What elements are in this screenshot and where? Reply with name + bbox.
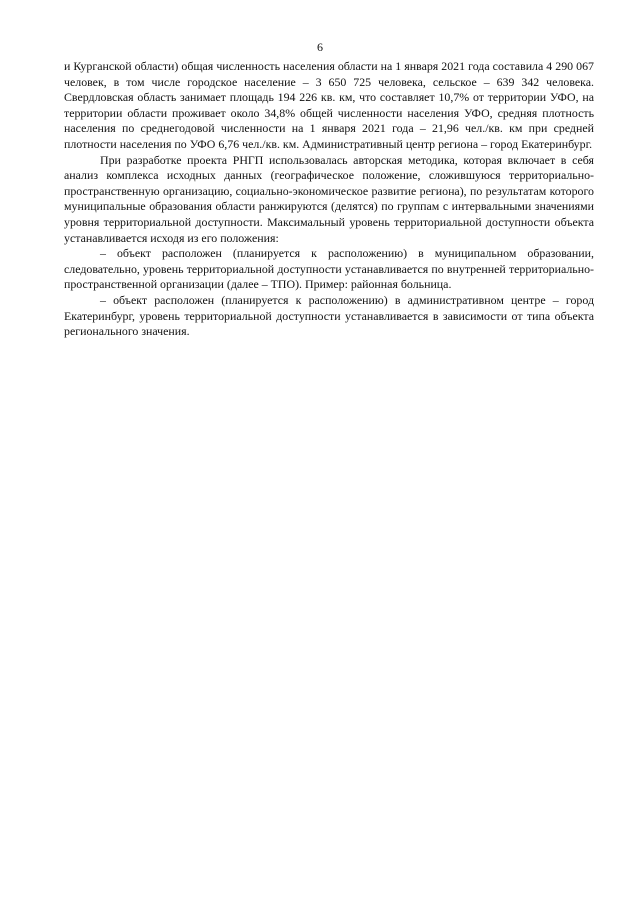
paragraph-methodology: При разработке проекта РНГП использовалась авторская методика, которая включает в себя анализ комплекса исходных данных (географическое положение, сложившуюся территориально-пространственную организацию, социально-экономическое развитие региона), по результатам которого муниципальные образования области ранжируются (делятся) по группам с интервальными значениями уровня территориальной доступности. Максимальный уровень территориальной доступности объекта устанавливается исходя из его положения: [64, 152, 594, 245]
page-number: 6 [317, 40, 323, 54]
paragraph-population: и Курганской области) общая численность населения области на 1 января 2021 года составила 4 290 067 человек, в том числе городское население – 3 650 725 человека, сельское – 639 342 человека. Свердловская область занимает площадь 194 226 кв. км, что составляет 10,7% от территории УФО, на территории области проживает около 34,8% общей численности населения УФО, средняя плотность населения по среднегодовой численности на 1 января 2021 года – 21,96 чел./кв. км при средней плотности населения по УФО 6,76 чел./кв. км. Административный центр региона – город Екатеринбург. [64, 59, 594, 151]
list-item-admin-center: – объект расположен (планируется к расположению) в административном центре – город Екатеринбург, уровень территориальной доступности устанавливается в зависимости от типа объекта регионального значения. [64, 292, 594, 339]
list-item-municipal: – объект расположен (планируется к расположению) в муниципальном образовании, следовательно, уровень территориальной доступности устанавливается по внутренней территориально-пространственной организации (далее – ТПО). Пример: районная больница. [64, 246, 594, 292]
document-body [64, 59, 594, 340]
